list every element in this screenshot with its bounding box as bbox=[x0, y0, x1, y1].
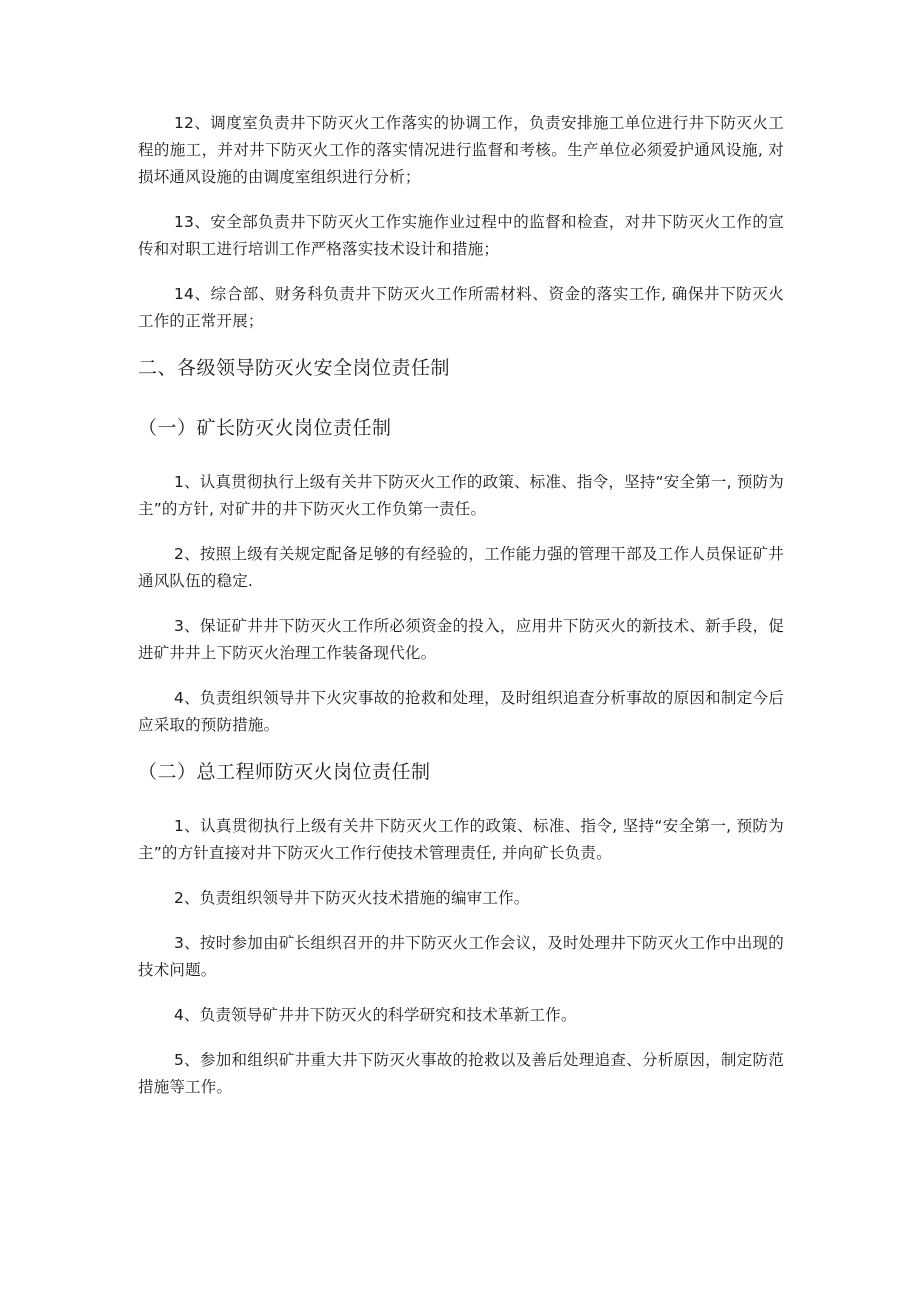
document-page bbox=[138, 110, 784, 1119]
mine-manager-item-1: 1、认真贯彻执行上级有关井下防灭火工作的政策、标准、指令，坚持“安全第一, 预防为主”的方针, 对矿井的井下防灭火工作负第一责任。 bbox=[138, 473, 784, 518]
paragraph-item-12: 12、调度室负责井下防灭火工作落实的协调工作，负责安排施工单位进行井下防灭火工程的施工，并对井下防灭火工作的落实情况进行监督和考核。生产单位必须爱护通风设施, 对损坏通风设施的由调度室组织进行分析； bbox=[138, 114, 784, 186]
mine-manager-item-4: 4、负责组织领导井下火灾事故的抢救和处理，及时组织追查分析事故的原因和制定今后应采取的预防措施。 bbox=[138, 689, 784, 734]
chief-engineer-item-5: 5、参加和组织矿井重大井下防灭火事故的抢救以及善后处理追查、分析原因，制定防范措施等工作。 bbox=[138, 1051, 784, 1096]
paragraph-item-14: 14、综合部、财务科负责井下防灭火工作所需材料、资金的落实工作, 确保井下防灭火工作的正常开展； bbox=[138, 285, 784, 330]
subsection-heading-chief-engineer: （二）总工程师防灭火岗位责任制 bbox=[138, 761, 431, 783]
paragraph-item-13: 13、安全部负责井下防灭火工作实施作业过程中的监督和检查，对井下防灭火工作的宣传和对职工进行培训工作严格落实技术设计和措施； bbox=[138, 213, 784, 258]
chief-engineer-item-3: 3、按时参加由矿长组织召开的井下防灭火工作会议，及时处理井下防灭火工作中出现的技术问题。 bbox=[138, 934, 784, 979]
mine-manager-item-2: 2、按照上级有关规定配备足够的有经验的，工作能力强的管理干部及工作人员保证矿井通风队伍的稳定. bbox=[138, 545, 784, 590]
section-heading-2: 二、各级领导防灭火安全岗位责任制 bbox=[138, 357, 451, 379]
subsection-heading-mine-manager: （一）矿长防灭火岗位责任制 bbox=[138, 417, 392, 439]
chief-engineer-item-4: 4、负责领导矿井井下防灭火的科学研究和技术革新工作。 bbox=[174, 1006, 577, 1024]
chief-engineer-item-2: 2、负责组织领导井下防灭火技术措施的编审工作。 bbox=[174, 889, 530, 907]
chief-engineer-item-1: 1、认真贯彻执行上级有关井下防灭火工作的政策、标准、指令, 坚持“安全第一, 预防为主”的方针直接对井下防灭火工作行使技术管理责任, 并向矿长负责。 bbox=[138, 817, 784, 862]
mine-manager-item-3: 3、保证矿井井下防灭火工作所必须资金的投入，应用井下防灭火的新技术、新手段，促进矿井井上下防灭火治理工作装备现代化。 bbox=[138, 617, 784, 662]
